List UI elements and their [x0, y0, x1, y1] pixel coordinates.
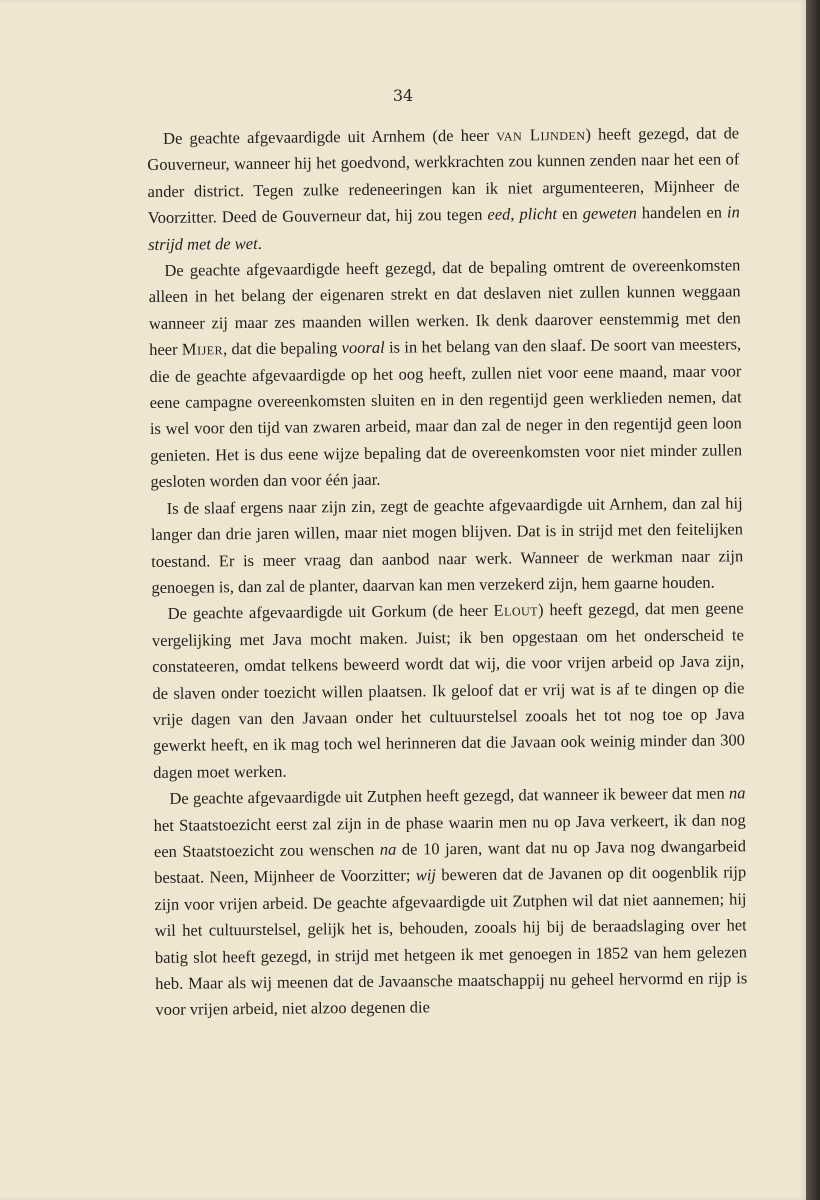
text-run: ) heeft gezegd, dat de Gouverneur, wanneer hij het goedvond, werkkrachten zou kunnen zenden naar het een of ander district. Tegen zulke redeneeringen kan ik niet argumenteeren, Mijnheer de Voorzitter. Deed de Gouverneur dat, hij zou tegen — [147, 123, 740, 228]
emphasis-text: vooral — [341, 337, 385, 358]
name-smallcaps: van Lijnden — [496, 124, 586, 145]
emphasis-text: eed — [487, 204, 511, 224]
body-text — [147, 120, 748, 1023]
emphasis-text: geweten — [582, 203, 637, 224]
text-run: . — [257, 233, 262, 253]
name-smallcaps: Mijer — [181, 339, 224, 359]
paragraph — [152, 596, 746, 787]
text-run: het Staatstoezicht eerst zal zijn in de phase waarin men nu op Java verkeert, ik dan nog een Staatstoezicht zou wenschen — [153, 809, 746, 861]
emphasis-text: na — [379, 839, 397, 859]
book-spine-edge — [806, 0, 820, 1200]
text-run: , dat die bepaling — [222, 338, 342, 359]
text-run: handelen en — [636, 202, 728, 223]
text-run: en — [556, 204, 583, 224]
text-run: de 10 jaren, want dat nu op Java nog dwangarbeid bestaat. Neen, Mijnheer de Voorzitter; — [154, 836, 747, 888]
text-run: De geachte afgevaardigde uit Zutphen heeft gezegd, dat wanneer ik beweer dat men — [169, 783, 730, 808]
text-run: De geachte afgevaardigde heeft gezegd, dat de bepaling omtrent de overeenkomsten alleen in het belang der eigenaren strekt en dat deslaven niet zullen kunnen weggaan wanneer zij maar zes maanden willen werken. Ik denk daarover eenstemmig met den heer — [148, 255, 741, 360]
name-smallcaps: Elout — [493, 600, 539, 621]
text-run: De geachte afgevaardigde uit Arnhem (de heer — [163, 125, 497, 148]
text-run: beweren dat de Javanen op dit oogenblik rijp zijn voor vrijen arbeid. De geachte afgevaardigde uit Zutphen wil dat niet aannemen; hij wil het cultuurstelsel, gelijk het is, behouden, zooals hij bij de beraadslaging over het batig slot heeft gezegd, in strijd met hetgeen ik met genoegen in 1852 van hem gelezen heb. Maar als wij meenen dat de Javaansche maatschappij nu geheel hervormd en rijp is voor vrijen arbeid, niet alzoo degenen die — [154, 862, 748, 1020]
text-run: De geachte afgevaardigde uit Gorkum (de heer — [167, 601, 494, 624]
emphasis-text: in strijd met de wet — [148, 202, 740, 254]
emphasis-text: plicht — [519, 204, 558, 224]
paragraph — [151, 490, 744, 601]
text-run: Is de slaaf ergens naar zijn zin, zegt de geachte afgevaardigde uit Arnhem, dan zal hij langer dan drie jaren willen, maar niet mogen blijven. Dat is in strijd met den feitelijken toestand. Er is meer vraag dan aanbod naar werk. Wanneer de werkman naar zijn genoegen is, dan zal de planter, daarvan kan men verzekerd zijn, hem gaarne houden. — [150, 492, 744, 597]
paragraph — [153, 780, 747, 1023]
text-run: is in het belang van den slaaf. De soort van meesters, die de geachte afgevaardigde op het oog heeft, zullen niet voor eene maand, maar voor eene campagne overeenkomsten sluiten en in den regentijd geen werklieden nemen, dat is wel voor den tijd van zwaren arbeid, maar dan zal de neger in den regentijd geen loon genieten. Het is dus eene wijze bepaling dat de overeenkomsten voor niet minder zullen gesloten worden dan voor één jaar. — [149, 334, 743, 492]
paragraph — [148, 252, 742, 495]
page-number: 34 — [392, 86, 414, 105]
emphasis-text: wij — [415, 865, 437, 885]
emphasis-text: na — [728, 783, 746, 803]
paragraph — [147, 120, 740, 258]
text-run: , — [510, 204, 520, 224]
text-run: ) heeft gezegd, dat men geene vergelijking met Java mocht maken. Juist; ik ben opgestaan om het onderscheid te constateeren, omdat telkens beweerd wordt dat wij, die voor vrijen arbeid op Java zijn, de slaven onder toezicht willen plaatsen. Ik geloof dat er vrij wat is af te dingen op die vrije dagen van den Javaan onder het cultuurstelsel zooals het tot nog toe op Java gewerkt heeft, en ik mag toch wel herinneren dat die Javaan ook weinig minder dan 300 dagen moet werken. — [151, 598, 746, 782]
